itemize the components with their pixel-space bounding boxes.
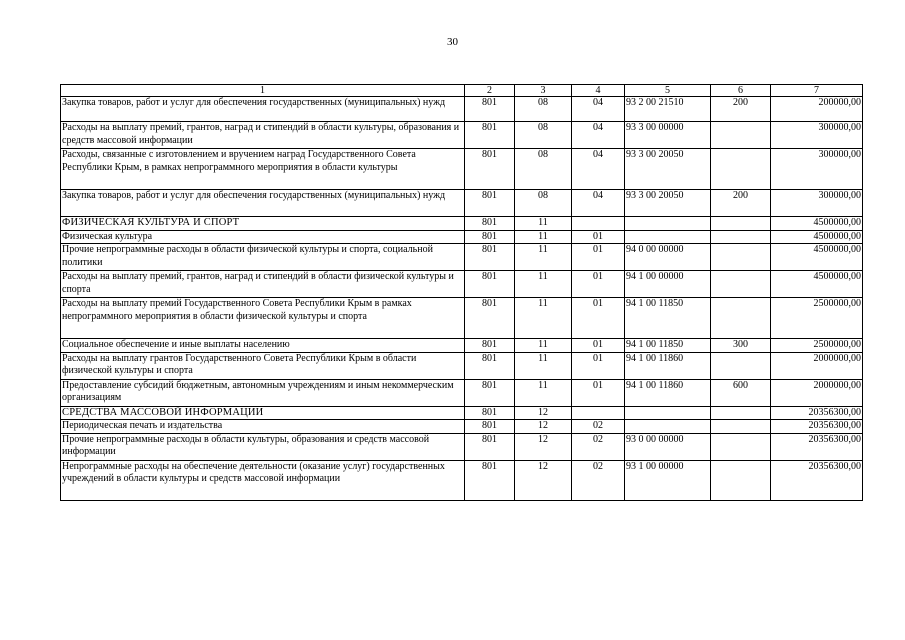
row-description: Непрограммные расходы на обеспечение деятельности (оказание услуг) государственных учреждений в области культуры и средств массовой информации <box>61 460 465 500</box>
table-row <box>61 352 863 379</box>
row-code-col3: 11 <box>515 352 572 379</box>
row-description: Закупка товаров, работ и услуг для обеспечения государственных (муниципальных) нужд <box>61 97 465 122</box>
row-code-col4 <box>572 406 625 420</box>
column-header: 4 <box>572 85 625 97</box>
row-code-col3: 11 <box>515 244 572 271</box>
column-header: 6 <box>711 85 771 97</box>
row-code-col5: 94 1 00 00000 <box>625 271 711 298</box>
row-description: Расходы на выплату премий Государственного Совета Республики Крым в рамках непрограммного мероприятия в области физической культуры и спорта <box>61 298 465 339</box>
row-code-col2: 801 <box>465 149 515 190</box>
row-code-col5: 93 0 00 00000 <box>625 433 711 460</box>
row-description: Прочие непрограммные расходы в области культуры, образования и средств массовой информации <box>61 433 465 460</box>
row-code-col5: 93 2 00 21510 <box>625 97 711 122</box>
row-code-col2: 801 <box>465 298 515 339</box>
table-row <box>61 217 863 231</box>
row-code-col2: 801 <box>465 122 515 149</box>
row-code-col3: 08 <box>515 149 572 190</box>
row-code-col3: 08 <box>515 190 572 217</box>
row-amount: 2000000,00 <box>771 352 863 379</box>
row-code-col6 <box>711 271 771 298</box>
row-code-col3: 12 <box>515 460 572 500</box>
row-code-col4: 04 <box>572 149 625 190</box>
row-code-col5: 93 3 00 20050 <box>625 149 711 190</box>
table-row <box>61 379 863 406</box>
row-code-col3: 11 <box>515 271 572 298</box>
row-description: Прочие непрограммные расходы в области физической культуры и спорта, социальной политики <box>61 244 465 271</box>
column-header: 2 <box>465 85 515 97</box>
table-row <box>61 230 863 244</box>
column-header: 5 <box>625 85 711 97</box>
row-code-col6 <box>711 298 771 339</box>
row-amount: 300000,00 <box>771 122 863 149</box>
row-code-col6 <box>711 244 771 271</box>
row-code-col4: 01 <box>572 379 625 406</box>
row-code-col3: 11 <box>515 298 572 339</box>
row-amount: 4500000,00 <box>771 217 863 231</box>
row-code-col2: 801 <box>465 433 515 460</box>
row-code-col5: 94 0 00 00000 <box>625 244 711 271</box>
budget-table <box>60 84 863 501</box>
row-code-col2: 801 <box>465 379 515 406</box>
row-code-col5: 94 1 00 11860 <box>625 379 711 406</box>
row-code-col4: 04 <box>572 122 625 149</box>
row-code-col2: 801 <box>465 271 515 298</box>
table-row <box>61 406 863 420</box>
row-code-col4: 02 <box>572 433 625 460</box>
row-code-col4: 01 <box>572 230 625 244</box>
row-description: Предоставление субсидий бюджетным, автономным учреждениям и иным некоммерческим организациям <box>61 379 465 406</box>
row-code-col6: 300 <box>711 339 771 353</box>
row-code-col6 <box>711 217 771 231</box>
row-code-col5 <box>625 420 711 434</box>
column-header: 1 <box>61 85 465 97</box>
row-amount: 2000000,00 <box>771 379 863 406</box>
row-code-col6 <box>711 149 771 190</box>
column-header: 7 <box>771 85 863 97</box>
page-number: 30 <box>447 36 458 48</box>
row-code-col6 <box>711 230 771 244</box>
table-row <box>61 339 863 353</box>
row-code-col2: 801 <box>465 352 515 379</box>
row-description: Физическая культура <box>61 230 465 244</box>
row-code-col4: 01 <box>572 352 625 379</box>
table-row <box>61 298 863 339</box>
row-code-col3: 11 <box>515 379 572 406</box>
row-code-col6 <box>711 420 771 434</box>
table-row <box>61 271 863 298</box>
row-description: Расходы на выплату премий, грантов, наград и стипендий в области физической культуры и спорта <box>61 271 465 298</box>
row-code-col6 <box>711 433 771 460</box>
table-row <box>61 420 863 434</box>
row-description: Периодическая печать и издательства <box>61 420 465 434</box>
row-description: Расходы на выплату премий, грантов, наград и стипендий в области культуры, образования и средств массовой информации <box>61 122 465 149</box>
table-row <box>61 460 863 500</box>
row-code-col5: 94 1 00 11860 <box>625 352 711 379</box>
row-amount: 2500000,00 <box>771 298 863 339</box>
table-header-row <box>61 85 863 97</box>
row-code-col2: 801 <box>465 230 515 244</box>
row-code-col5: 93 3 00 20050 <box>625 190 711 217</box>
row-amount: 20356300,00 <box>771 420 863 434</box>
row-code-col4: 01 <box>572 244 625 271</box>
row-amount: 20356300,00 <box>771 433 863 460</box>
row-code-col5 <box>625 406 711 420</box>
table-row <box>61 190 863 217</box>
row-amount: 300000,00 <box>771 149 863 190</box>
row-code-col3: 12 <box>515 420 572 434</box>
row-code-col4: 02 <box>572 420 625 434</box>
row-code-col5 <box>625 230 711 244</box>
row-amount: 4500000,00 <box>771 271 863 298</box>
row-code-col2: 801 <box>465 460 515 500</box>
row-code-col6: 200 <box>711 190 771 217</box>
row-code-col3: 08 <box>515 97 572 122</box>
table-row <box>61 149 863 190</box>
row-code-col2: 801 <box>465 244 515 271</box>
row-code-col4 <box>572 217 625 231</box>
row-description: Расходы на выплату грантов Государственного Совета Республики Крым в области физической культуры и спорта <box>61 352 465 379</box>
row-code-col2: 801 <box>465 217 515 231</box>
row-code-col3: 11 <box>515 217 572 231</box>
row-code-col6: 200 <box>711 97 771 122</box>
row-description: Социальное обеспечение и иные выплаты населению <box>61 339 465 353</box>
row-code-col4: 04 <box>572 190 625 217</box>
row-code-col5: 93 3 00 00000 <box>625 122 711 149</box>
row-amount: 20356300,00 <box>771 406 863 420</box>
row-code-col5: 94 1 00 11850 <box>625 298 711 339</box>
row-amount: 200000,00 <box>771 97 863 122</box>
row-code-col2: 801 <box>465 190 515 217</box>
row-code-col2: 801 <box>465 97 515 122</box>
table-row <box>61 433 863 460</box>
row-description: Расходы, связанные с изготовлением и вручением наград Государственного Совета Республики Крым, в рамках непрограммного мероприятия в области культуры <box>61 149 465 190</box>
row-code-col4: 04 <box>572 97 625 122</box>
row-amount: 2500000,00 <box>771 339 863 353</box>
row-description: СРЕДСТВА МАССОВОЙ ИНФОРМАЦИИ <box>61 406 465 420</box>
row-amount: 4500000,00 <box>771 230 863 244</box>
table-row <box>61 97 863 122</box>
row-code-col4: 02 <box>572 460 625 500</box>
row-code-col6 <box>711 406 771 420</box>
table-row <box>61 122 863 149</box>
row-code-col5: 94 1 00 11850 <box>625 339 711 353</box>
row-amount: 20356300,00 <box>771 460 863 500</box>
row-code-col6 <box>711 460 771 500</box>
row-code-col6 <box>711 352 771 379</box>
row-description: ФИЗИЧЕСКАЯ КУЛЬТУРА И СПОРТ <box>61 217 465 231</box>
row-code-col4: 01 <box>572 339 625 353</box>
row-code-col3: 11 <box>515 230 572 244</box>
row-code-col4: 01 <box>572 298 625 339</box>
row-code-col5 <box>625 217 711 231</box>
row-code-col3: 11 <box>515 339 572 353</box>
column-header: 3 <box>515 85 572 97</box>
row-code-col2: 801 <box>465 339 515 353</box>
row-code-col5: 93 1 00 00000 <box>625 460 711 500</box>
row-code-col6: 600 <box>711 379 771 406</box>
row-code-col2: 801 <box>465 406 515 420</box>
row-code-col6 <box>711 122 771 149</box>
table-row <box>61 244 863 271</box>
row-amount: 300000,00 <box>771 190 863 217</box>
row-code-col3: 12 <box>515 406 572 420</box>
row-code-col4: 01 <box>572 271 625 298</box>
row-code-col3: 12 <box>515 433 572 460</box>
row-code-col2: 801 <box>465 420 515 434</box>
row-code-col3: 08 <box>515 122 572 149</box>
row-amount: 4500000,00 <box>771 244 863 271</box>
row-description: Закупка товаров, работ и услуг для обеспечения государственных (муниципальных) нужд <box>61 190 465 217</box>
